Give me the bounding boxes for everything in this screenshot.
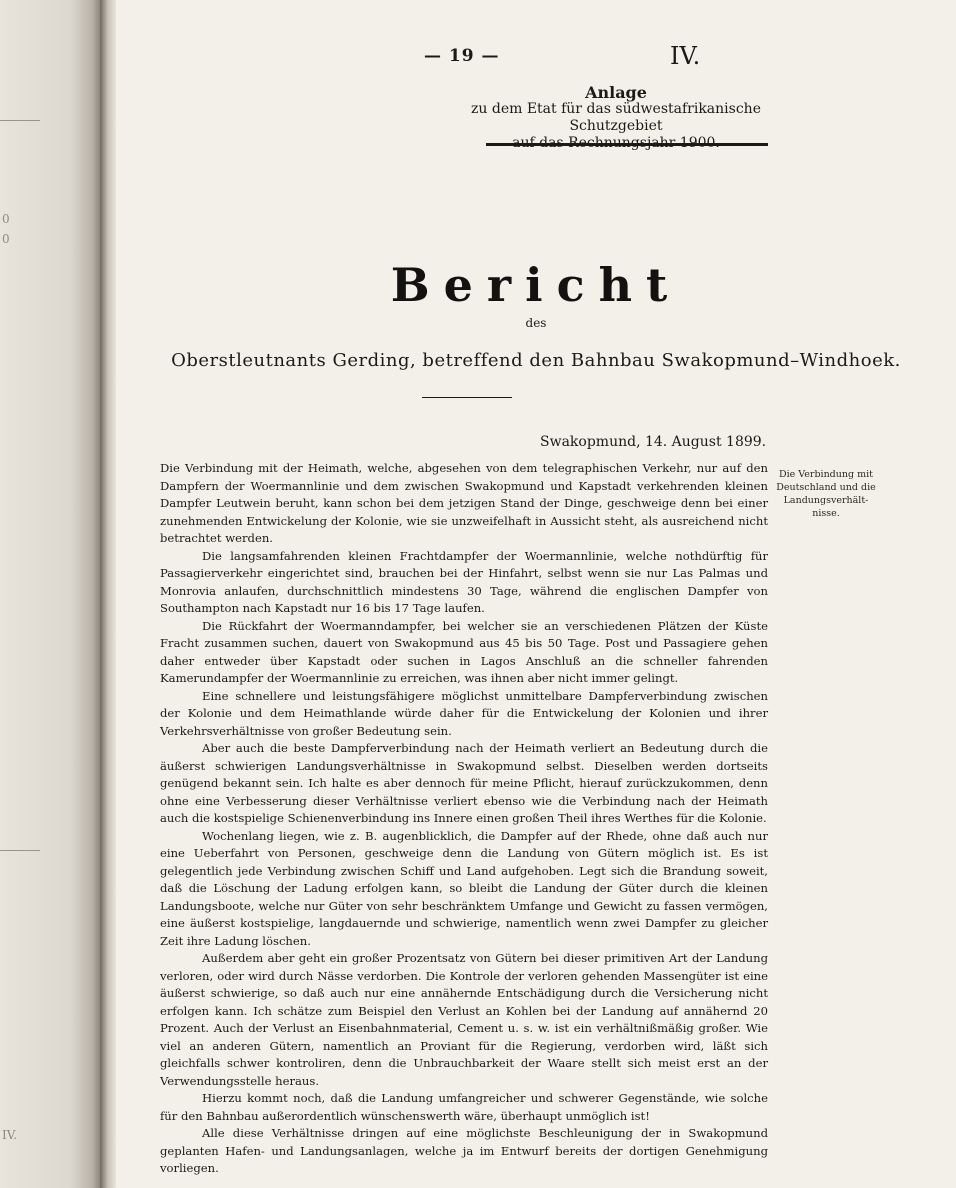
facing-page-edge: [0, 0, 100, 1188]
paragraph: Die Rückfahrt der Woermanndampfer, bei welcher sie an verschiedenen Plätzen der Küste Fracht zusammen suchen, dauert von Swakopmund aus 45 bis 50 Tage. Post und Passagiere gehen daher entweder über Kapstadt oder suchen in Lagos Anschluß an die schneller fahrenden Kamerundampfer der Woermannlinie zu erreichen, was ihnen aber nicht immer gelingt.: [160, 618, 768, 685]
paragraph: Aber auch die beste Dampferverbindung nach der Heimath verliert an Bedeutung durch die äußerst schwierigen Landungsverhältnisse in Swakopmund selbst. Dieselben werden dortseits genügend bekannt sein. Ich halte es aber dennoch für meine Pflicht, hierauf zurückzukommen, denn ohne eine Verbesserung dieser Verhältnisse verliert ebenso wie die Verbindung nach der Heimath auch die kostspielige Schienenverbindung ins Innere einen großen Theil ihres Werthes für die Kolonie.: [160, 741, 768, 825]
paragraph: Hierzu kommt noch, daß die Landung umfangreicher und schwerer Gegenstände, wie solche für den Bahnbau außerordentlich wünschenswerth wäre, überhaupt unmöglich ist!: [160, 1091, 768, 1123]
title-connector: des: [525, 316, 547, 330]
section-numeral: IV.: [670, 42, 701, 70]
dateline: Swakopmund, 14. August 1899.: [540, 434, 767, 450]
document-page: [116, 0, 956, 1188]
paragraph: Eine schnellere und leistungsfähigere möglichst unmittelbare Dampferverbindung zwischen der Kolonie und dem Heimathlande würde daher für die Entwickelung der Kolonien und ihrer Verkehrsverhältnisse von großer Bedeutung sein.: [160, 688, 768, 738]
facing-page-fragment: 0: [2, 212, 10, 226]
appendix-label: Anlage: [585, 83, 647, 102]
paragraph: Alle diese Verhältnisse dringen auf eine möglichste Beschleunigung der in Swakopmund geplanten Hafen- und Landungsanlagen, welche ja im Entwurf bereits der dortigen Genehmigung vorliegen.: [160, 1126, 768, 1175]
appendix-line: zu dem Etat für das südwestafrikanische Schutzgebiet: [471, 101, 761, 134]
paragraph: Wochenlang liegen, wie z. B. augenblicklich, die Dampfer auf der Rhede, ohne daß auch nur eine Ueberfahrt von Personen, geschweige denn die Landung von Gütern möglich ist. Es ist gelegentlich jede Verbindung zwischen Schiff und Land aufgehoben. Legt sich die Brandung soweit, daß die Löschung der Ladung erfolgen kann, so bleibt die Landung der Güter durch die kleinen Landungsboote, welche nur Güter von sehr beschränktem Umfange und Gewicht zu fassen vermögen, eine äußerst kostspielige, langdauernde und schwierige, namentlich wenn zwei Dampfer zu gleicher Zeit ihre Ladung löschen.: [160, 828, 768, 948]
facing-page-fragment: 0: [2, 232, 10, 246]
page-number: — 19 —: [424, 46, 500, 66]
subtitle-rule: [422, 397, 512, 398]
paragraph: Die langsamfahrenden kleinen Frachtdampfer der Woermannlinie, welche nothdürftig für Passagierverkehr eingerichtet sind, brauchen bei der Hinfahrt, selbst wenn sie nur Las Palmas und Monrovia anlaufen, durchschnittlich mindestens 30 Tage, während die englischen Dampfer von Southampton nach Kapstadt nur 16 bis 17 Tage laufen.: [160, 548, 768, 615]
margin-note: Die Verbindung mit Deutschland und die Landungsverhält-nisse.: [776, 469, 876, 519]
facing-page-rule: [0, 850, 40, 851]
appendix-heading: [456, 84, 776, 152]
appendix-rule: [486, 143, 768, 146]
page-header: [116, 42, 956, 70]
facing-page-fragment: IV.: [2, 1128, 18, 1142]
facing-page-rule: [0, 120, 40, 121]
document-title: Bericht: [390, 258, 682, 312]
document-subtitle: Oberstleutnants Gerding, betreffend den Bahnbau Swakopmund–Windhoek.: [171, 350, 901, 371]
book-gutter: [100, 0, 116, 1188]
paragraph: Die Verbindung mit der Heimath, welche, abgesehen von dem telegraphischen Verkehr, nur auf den Dampfern der Woermannlinie und dem zwischen Swakopmund und Kapstadt verkehrenden kleinen Dampfer Leutwein beruht, kann schon bei dem jetzigen Stand der Dinge, geschweige denn bei einer zunehmenden Entwickelung der Kolonie, wie sie unzweifelhaft in Aussicht steht, als ausreichend nicht betrachtet werden.: [160, 461, 768, 545]
paragraph: Außerdem aber geht ein großer Prozentsatz von Gütern bei dieser primitiven Art der Landung verloren, oder wird durch Nässe verdorben. Die Kontrole der verloren gehenden Massengüter ist eine äußerst schwierige, so daß auch nur eine annähernde Entschädigung durch die Versicherung nicht erfolgen kann. Ich schätze zum Beispiel den Verlust an Kohlen bei der Landung auf annähernd 20 Prozent. Auch der Verlust an Eisenbahnmaterial, Cement u. s. w. ist ein verhältnißmäßig großer. Wie viel an anderen Gütern, namentlich an Proviant für die Regierung, verdorben wird, läßt sich gleichfalls schwer kontroliren, denn die Unbrauchbarkeit der Waare stellt sich meist erst an der Verwendungsstelle heraus.: [160, 951, 768, 1088]
body-text: [160, 460, 768, 1178]
